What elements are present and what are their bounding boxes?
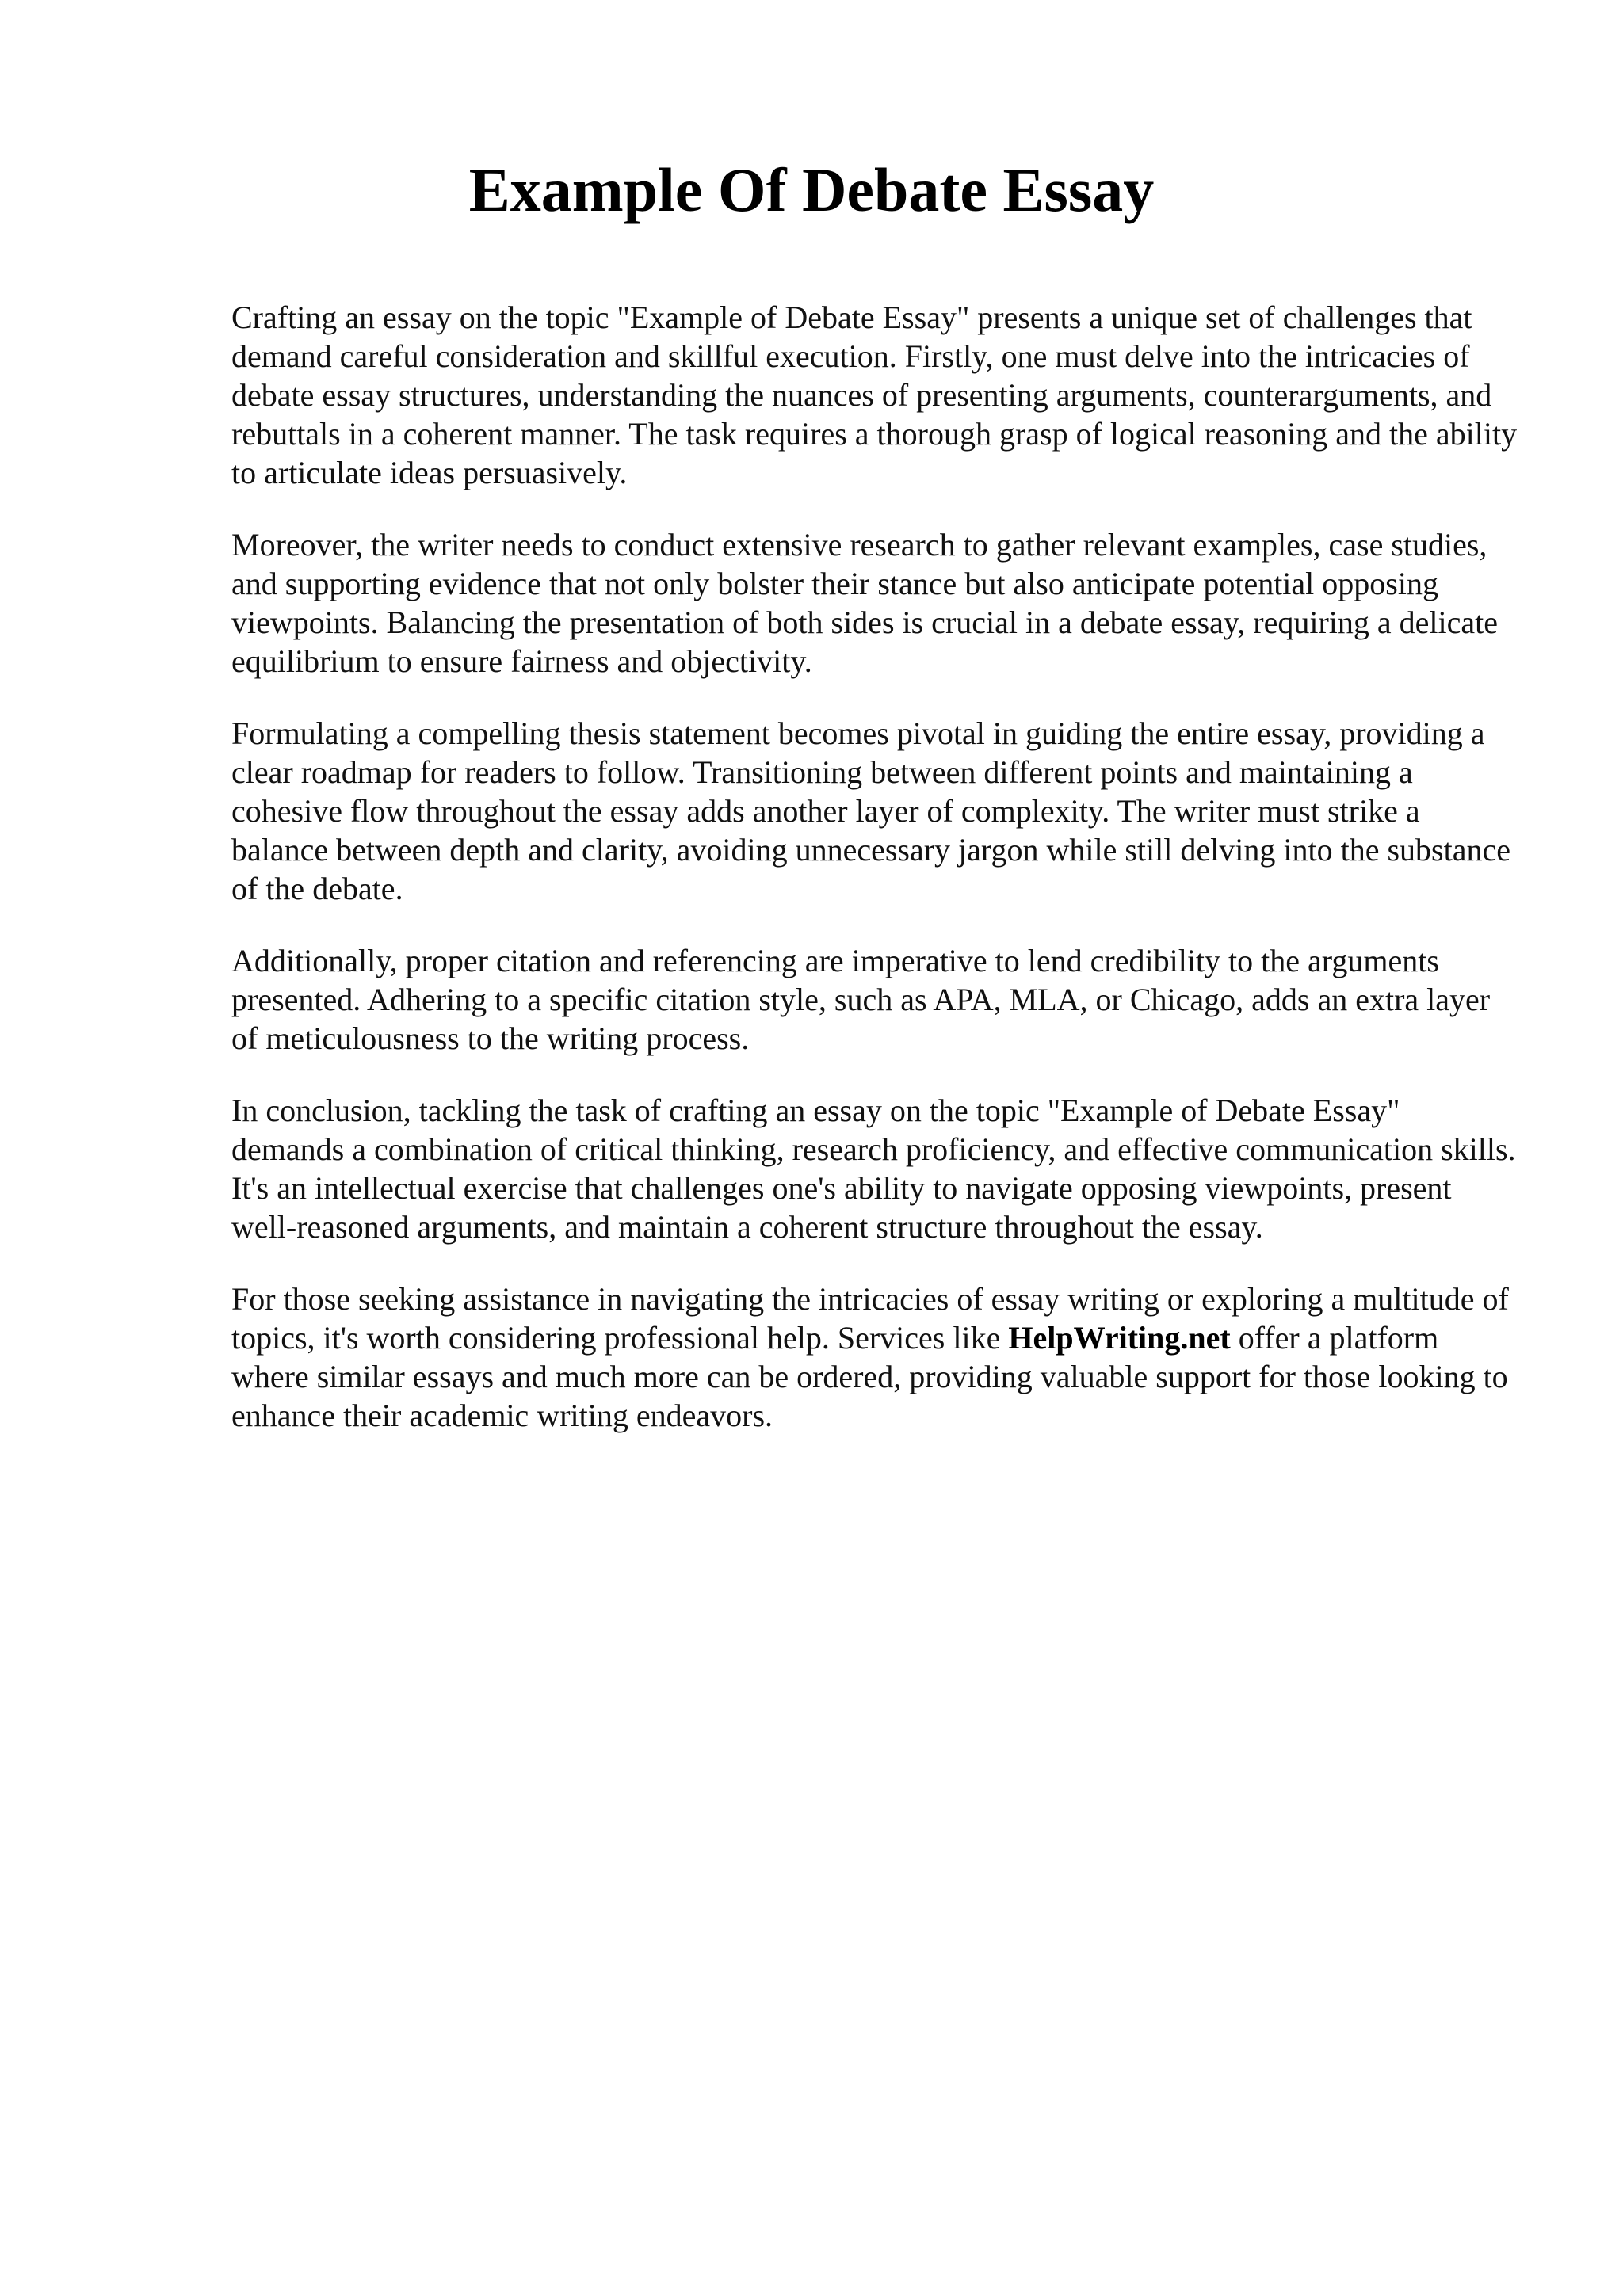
paragraph-2: Moreover, the writer needs to conduct extensive research to gather relevant examples, case studies, and supporting evidence that not only bolster their stance but also anticipate potential opposing viewpoints. Balancing the presentation of both sides is crucial in a debate essay, requiring a delicate equilibrium to ensure fairness and objectivity. [231,527,1499,679]
essay-body [231,298,1519,1468]
helpwriting-link-text: HelpWriting.net [1008,1320,1231,1356]
paragraph-3: Formulating a compelling thesis statement becomes pivotal in guiding the entire essay, providing a clear roadmap for readers to follow. Transitioning between different points and maintaining a cohesive flow throughout the essay adds another layer of complexity. The writer must strike a balance between depth and clarity, avoiding unnecessary jargon while still delving into the substance of the debate. [231,715,1510,906]
paragraph-6-outro: offer a platform where similar essays and much more can be ordered, providing valuable support for those looking to enhance their academic writing endeavors. [231,1320,1508,1433]
paragraph-4: Additionally, proper citation and referencing are imperative to lend credibility to the arguments presented. Adhering to a specific citation style, such as APA, MLA, or Chicago, adds an extra layer of meticulousness to the writing process. [231,943,1491,1056]
paragraph-1: Crafting an essay on the topic "Example of Debate Essay" presents a unique set of challenges that demand careful consideration and skillful execution. Firstly, one must delve into the intricacies of debate essay structures, understanding the nuances of presenting arguments, counterarguments, and rebuttals in a coherent manner. The task requires a thorough grasp of logical reasoning and the ability to articulate ideas persuasively. [231,299,1518,490]
page-title: Example Of Debate Essay [468,155,1155,224]
paragraph-6 [231,1280,1519,1435]
paragraph-6-intro: For those seeking assistance in navigating the intricacies of essay writing or exploring a multitude of topics, it's worth considering professional help. Services like [231,1281,1509,1356]
paragraph-5: In conclusion, tackling the task of crafting an essay on the topic "Example of Debate Essay" demands a combination of critical thinking, research proficiency, and effective communication skills. It's an intellectual exercise that challenges one's ability to navigate opposing viewpoints, present well-reasoned arguments, and maintain a coherent structure throughout the essay. [231,1093,1516,1245]
